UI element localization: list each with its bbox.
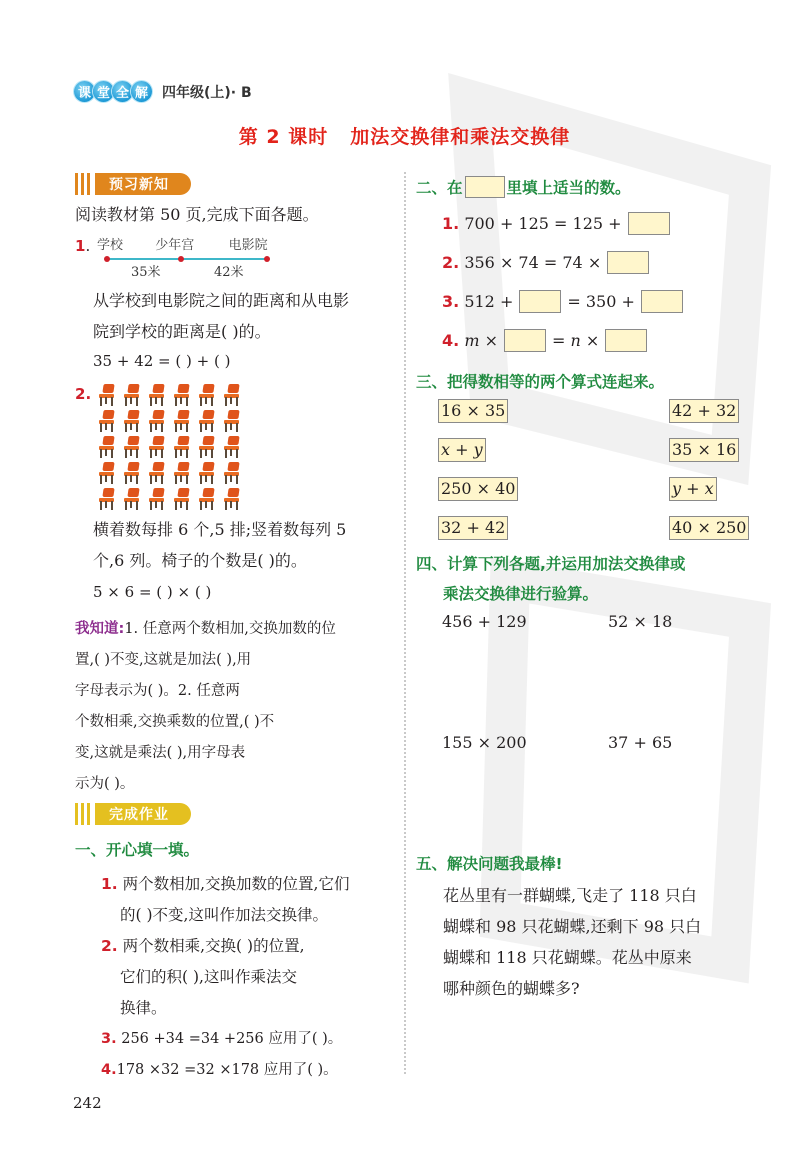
section-1-title: 一、开心填一填。: [75, 841, 200, 859]
fill-item: 1. 两个数相加,交换加数的位置,它们: [101, 875, 350, 893]
chair-icon: [96, 461, 118, 485]
banner-label: 完成作业: [95, 803, 191, 825]
expression-right[interactable]: y + x: [669, 477, 717, 501]
calc-problem: 456 + 129: [442, 612, 527, 631]
brand-char: 解: [131, 81, 152, 102]
question-number: 1.: [75, 237, 91, 255]
chair-icon: [171, 435, 193, 459]
section-3-title: 三、把得数相等的两个算式连起来。: [416, 373, 665, 391]
expression-right[interactable]: 42 + 32: [669, 399, 739, 423]
section-1-items: [101, 869, 349, 1086]
answer-box[interactable]: [519, 290, 561, 313]
knowledge-line: 变,这就是乘法( ),用字母表: [75, 745, 246, 761]
chair-icon: [221, 461, 243, 485]
chair-icon: [121, 461, 143, 485]
expression-left[interactable]: 16 × 35: [438, 399, 508, 423]
chair-icon: [221, 409, 243, 433]
section-banner-preview: [75, 173, 191, 195]
chair-icon: [146, 461, 168, 485]
q1-equation: 35 + 42 = ( ) + ( ): [93, 352, 231, 370]
chair-icon: [121, 409, 143, 433]
point-school: [104, 256, 110, 262]
lesson-title: 加法交换律和乘法交换律: [350, 126, 571, 148]
knowledge-line: 1. 任意两个数相加,交换加数的位: [124, 621, 336, 637]
word-problem-line: 蝴蝶和 118 只花蝴蝶。花丛中原来: [443, 948, 692, 967]
chair-icon: [121, 487, 143, 511]
chair-icon: [146, 487, 168, 511]
place-youth-palace: 少年宫: [155, 238, 195, 253]
example-box: [465, 176, 505, 198]
chair-icon: [171, 487, 193, 511]
word-problem-line: 花丛里有一群蝴蝶,飞走了 118 只白: [443, 886, 697, 905]
word-problem-line: 蝴蝶和 98 只花蝴蝶,还剩下 98 只白: [443, 917, 702, 936]
calc-problem: 37 + 65: [608, 733, 673, 752]
q1-text-line1: 从学校到电影院之间的距离和从电影: [93, 291, 350, 310]
distance-line: [106, 258, 268, 260]
knowledge-box: [75, 614, 400, 800]
expression-right[interactable]: 35 × 16: [669, 438, 739, 462]
answer-box[interactable]: [641, 290, 683, 313]
brand-char: 堂: [93, 81, 114, 102]
chair-icon: [146, 383, 168, 407]
q2-text-line2: 个,6 列。椅子的个数是( )的。: [93, 551, 307, 570]
fill-item-line: 换律。: [120, 999, 167, 1017]
answer-box[interactable]: [504, 329, 546, 352]
chair-icon: [196, 487, 218, 511]
answer-box[interactable]: [628, 212, 670, 235]
chair-icon: [121, 383, 143, 407]
expression-left[interactable]: 250 × 40: [438, 477, 518, 501]
fill-box-item: 3. 512 + = 350 +: [442, 290, 683, 313]
fill-item: 4.178 ×32 =32 ×178 应用了( )。: [101, 1062, 338, 1078]
chair-icon: [171, 383, 193, 407]
chair-icon: [96, 383, 118, 407]
question-number: 2.: [75, 385, 92, 403]
section-2-title: 二、在 里填上适当的数。: [416, 176, 631, 198]
chair-icon: [221, 435, 243, 459]
section-4-title-line1: 四、计算下列各题,并运用加法交换律或: [416, 555, 686, 573]
word-problem-line: 哪种颜色的蝴蝶多?: [443, 979, 580, 998]
column-divider: [404, 172, 406, 1074]
chair-icon: [96, 409, 118, 433]
q1-text-line2: 院到学校的距离是( )的。: [93, 322, 271, 341]
calc-problem: 155 × 200: [442, 733, 527, 752]
fill-item: 2. 两个数相乘,交换( )的位置,: [101, 937, 305, 955]
point-cinema: [264, 256, 270, 262]
section-banner-homework: [75, 803, 191, 825]
intro-text: 阅读教材第 50 页,完成下面各题。: [75, 205, 319, 224]
grade-label: 四年级(上)· B: [162, 84, 252, 101]
lesson-number: 第 2 课时: [238, 126, 329, 148]
place-school: 学校: [97, 238, 124, 253]
fill-item: 3. 256 +34 =34 +256 应用了( )。: [101, 1031, 343, 1047]
page-number: 242: [73, 1094, 102, 1112]
brand-header: [74, 81, 252, 102]
page-title: [0, 122, 809, 149]
chair-icon: [146, 435, 168, 459]
knowledge-line: 个数相乘,交换乘数的位置,( )不: [75, 714, 275, 730]
fill-box-item: 1. 700 + 125 = 125 +: [442, 212, 670, 235]
chair-icon: [96, 487, 118, 511]
brand-char: 全: [112, 81, 133, 102]
chair-icon: [171, 461, 193, 485]
point-youth-palace: [178, 256, 184, 262]
fill-item-line: 的( )不变,这叫作加法交换律。: [120, 906, 328, 924]
brand-logo: [74, 81, 150, 102]
answer-box[interactable]: [605, 329, 647, 352]
answer-box[interactable]: [607, 251, 649, 274]
q2-equation: 5 × 6 = ( ) × ( ): [93, 583, 212, 601]
q2-text-line1: 横着数每排 6 个,5 排;竖着数每列 5: [93, 520, 347, 539]
distance-1: 35米: [131, 265, 161, 280]
section-4-title-line2: 乘法交换律进行验算。: [443, 585, 599, 603]
chair-icon: [196, 461, 218, 485]
brand-char: 课: [74, 81, 95, 102]
fill-box-item: 2. 356 × 74 = 74 ×: [442, 251, 649, 274]
knowledge-line: 字母表示为( )。2. 任意两: [75, 683, 240, 699]
chair-icon: [196, 435, 218, 459]
knowledge-line: 示为( )。: [75, 776, 135, 792]
chair-icon: [146, 409, 168, 433]
word-problem: [443, 880, 701, 1004]
chair-icon: [221, 487, 243, 511]
chair-icon: [121, 435, 143, 459]
distance-places: [97, 234, 268, 253]
chair-icon: [196, 383, 218, 407]
chair-icon: [221, 383, 243, 407]
expression-left[interactable]: 32 + 42: [438, 516, 508, 540]
expression-left[interactable]: x + y: [438, 438, 486, 462]
chair-icon: [196, 409, 218, 433]
distance-2: 42米: [214, 265, 244, 280]
expression-right[interactable]: 40 × 250: [669, 516, 749, 540]
chair-icon: [96, 435, 118, 459]
section-5-title: 五、解决问题我最棒!: [416, 855, 563, 873]
chair-icon: [171, 409, 193, 433]
fill-box-item: 4. m × = n ×: [442, 329, 647, 352]
knowledge-line: 置,( )不变,这就是加法( ),用: [75, 652, 252, 668]
banner-label: 预习新知: [95, 173, 191, 195]
chair-grid: [96, 383, 246, 513]
calc-problem: 52 × 18: [608, 612, 673, 631]
fill-item-line: 它们的积( ),这叫作乘法交: [120, 968, 297, 986]
place-cinema: 电影院: [228, 238, 268, 253]
knowledge-label: 我知道:: [75, 621, 125, 637]
